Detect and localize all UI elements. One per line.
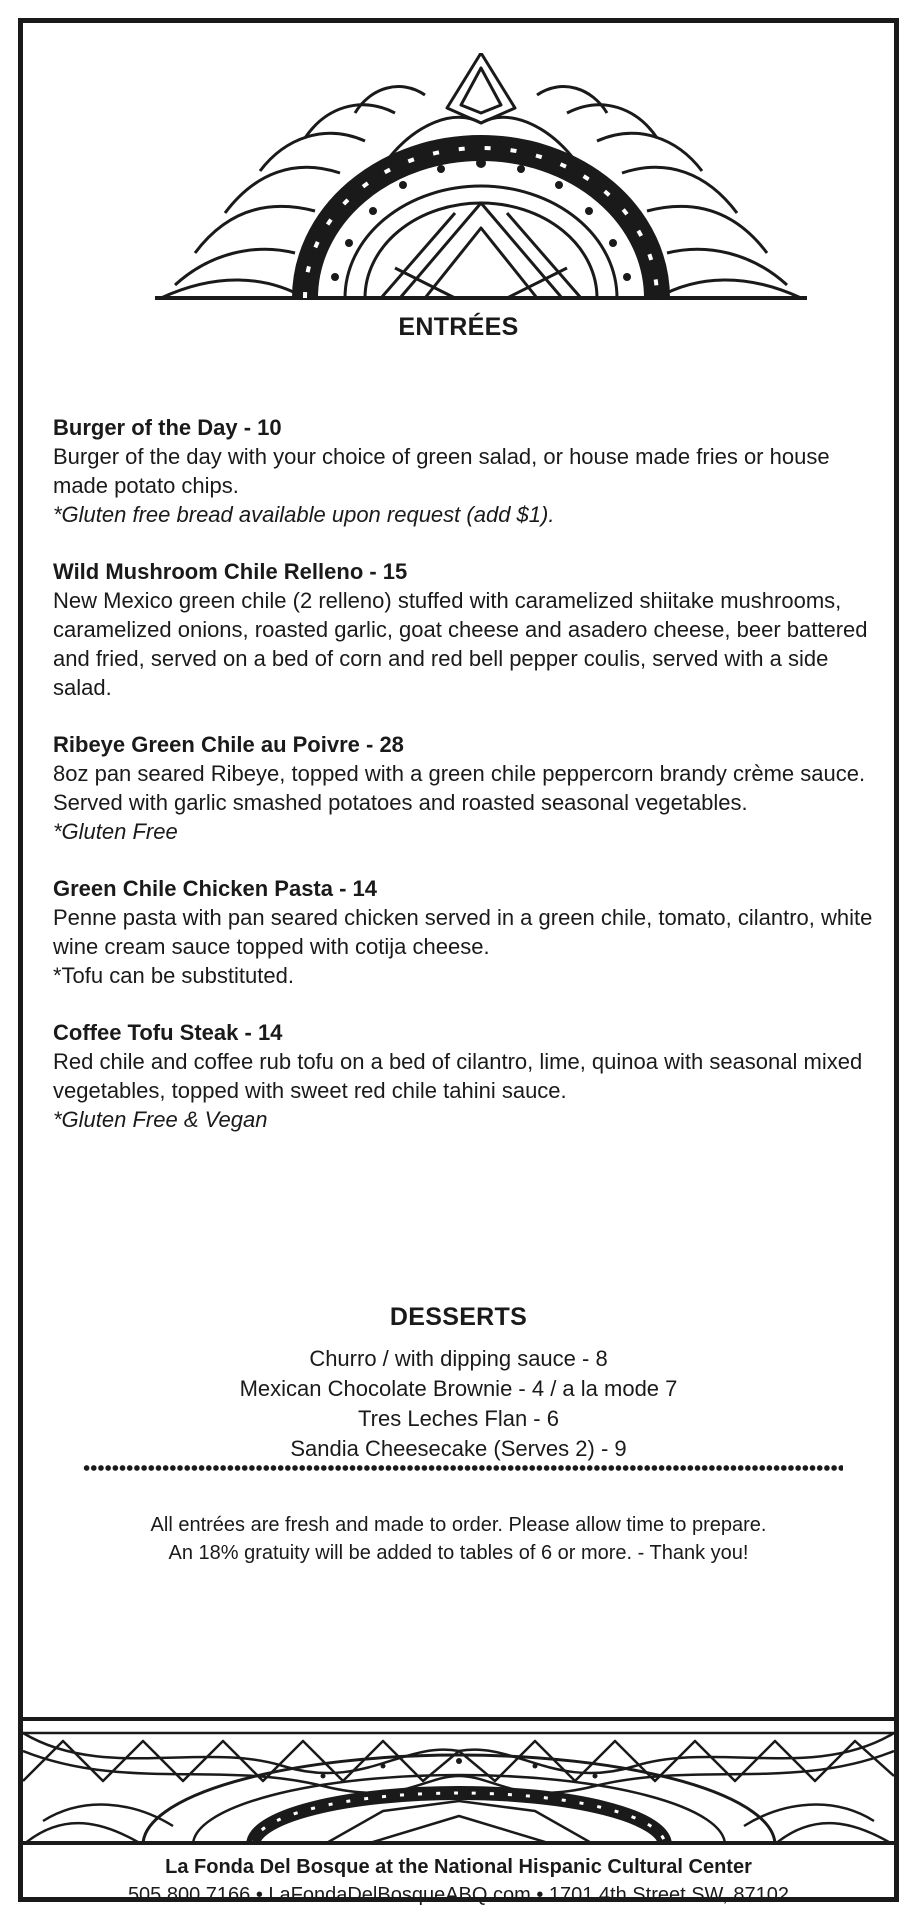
menu-item-description: New Mexico green chile (2 relleno) stuffed with caramelized shiitake mushrooms, caramelized onions, roasted garlic, goat cheese and asadero cheese, beer battered and fried, served on a bed of corn and red bell pepper coulis, served with a side salad.: [53, 588, 868, 700]
menu-item-note: *Gluten Free: [53, 819, 178, 844]
menu-item: [53, 557, 883, 702]
menu-frame: [18, 18, 899, 1906]
dessert-item: Mexican Chocolate Brownie - 4 / a la mode 7: [239, 1376, 678, 1401]
mandala-ornament-icon: [155, 53, 807, 303]
restaurant-name: La Fonda Del Bosque at the National Hispanic Cultural Center: [165, 1856, 752, 1878]
entrees-heading: ENTRÉES: [398, 313, 519, 341]
desserts-section: [23, 1303, 894, 1464]
menu-item-note: *Tofu can be substituted.: [53, 963, 294, 988]
menu-item: [53, 874, 883, 990]
contact-info: 505.800.7166 • LaFondaDelBosqueABQ.com • 1701 4th Street SW, 87102: [127, 1884, 790, 1906]
menu-item-title: Coffee Tofu Steak - 14: [53, 1020, 283, 1045]
menu-item-title: Ribeye Green Chile au Poivre - 28: [53, 732, 404, 757]
mandala-border-icon: [23, 1717, 894, 1845]
dessert-item: Tres Leches Flan - 6: [358, 1406, 559, 1431]
menu-item: [53, 1018, 883, 1134]
menu-item-description: Penne pasta with pan seared chicken served in a green chile, tomato, cilantro, white wine cream sauce topped with cotija cheese.: [53, 905, 873, 959]
notice-line: An 18% gratuity will be added to tables of 6 or more. - Thank you!: [168, 1542, 749, 1564]
notice: [23, 1511, 894, 1567]
menu-item-description: 8oz pan seared Ribeye, topped with a green chile peppercorn brandy crème sauce. Served with garlic smashed potatoes and roasted seasonal vegetables.: [53, 761, 866, 815]
menu-item: [53, 730, 883, 846]
dessert-item: Churro / with dipping sauce - 8: [309, 1346, 608, 1371]
menu-item: [53, 413, 883, 529]
menu-item-title: Burger of the Day - 10: [53, 415, 282, 440]
menu-item-title: Wild Mushroom Chile Relleno - 15: [53, 559, 408, 584]
menu-item-note: *Gluten free bread available upon request (add $1).: [53, 502, 555, 527]
mandala-border-pattern-icon: [23, 1721, 894, 1845]
menu-item-note: *Gluten Free & Vegan: [53, 1107, 268, 1132]
dessert-item: Sandia Cheesecake (Serves 2) - 9: [290, 1436, 627, 1461]
dotted-divider: [83, 1463, 843, 1473]
desserts-heading: DESSERTS: [389, 1303, 528, 1331]
footer: [23, 1853, 894, 1909]
entrees-list: [53, 413, 883, 1162]
menu-item-title: Green Chile Chicken Pasta - 14: [53, 876, 378, 901]
notice-line: All entrées are fresh and made to order. Please allow time to prepare.: [150, 1514, 767, 1536]
menu-item-description: Red chile and coffee rub tofu on a bed of cilantro, lime, quinoa with seasonal mixed vegetables, topped with sweet red chile tahini sauce.: [53, 1049, 863, 1103]
menu-item-description: Burger of the day with your choice of green salad, or house made fries or house made potato chips.: [53, 444, 830, 498]
